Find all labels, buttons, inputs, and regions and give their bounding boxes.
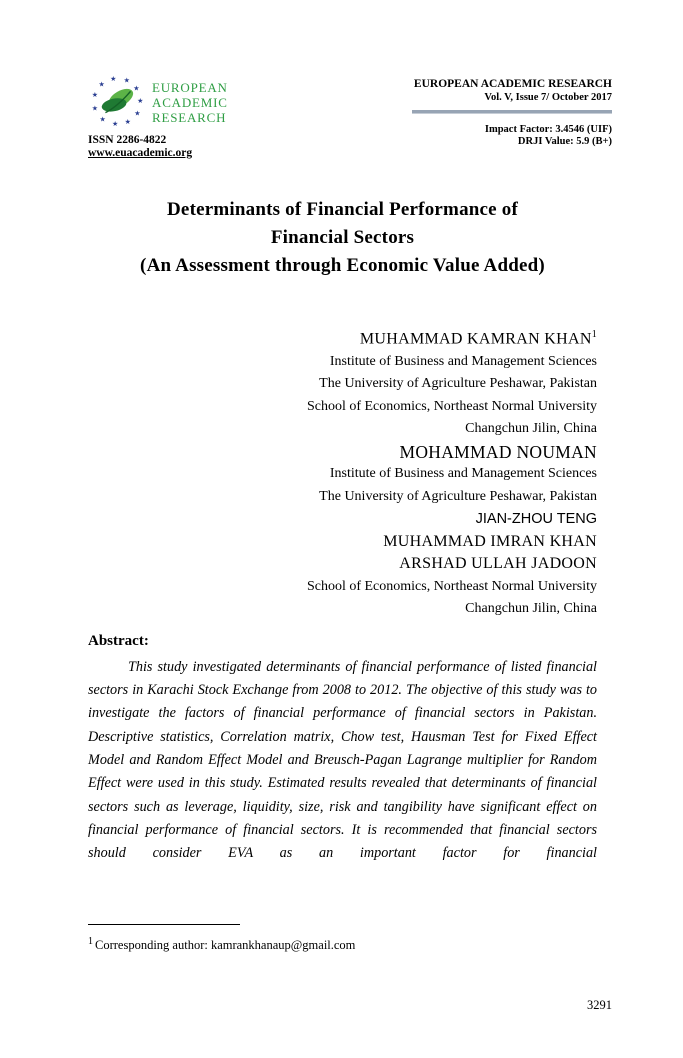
website-link[interactable]: www.euacademic.org [88,147,193,159]
journal-branding [88,74,318,159]
svg-text:★: ★ [133,85,140,93]
svg-text:★: ★ [110,75,117,83]
author-affiliation: School of Economics, Northeast Normal University [306,398,597,414]
author-name: JIAN-ZHOU TENG [475,511,597,528]
svg-text:★: ★ [91,105,98,113]
page-number: 3291 [587,998,612,1012]
author-footnote-marker: 1 [591,329,597,340]
svg-text:★: ★ [124,119,131,127]
leaf-stars-emblem-icon [88,74,146,130]
drji-value: DRJI Value: 5.9 (B+) [517,136,612,147]
svg-text:★: ★ [123,77,130,85]
header-divider [412,110,612,114]
footnote-text: Corresponding author: kamrankhanaup@gmail.com [95,938,356,953]
impact-factor: Impact Factor: 3.4546 (UIF) [484,124,612,135]
svg-text:★: ★ [134,110,141,118]
issue-info: Vol. V, Issue 7/ October 2017 [484,92,612,103]
paper-content [88,196,597,866]
svg-text:★: ★ [99,116,106,124]
title-line: Determinants of Financial Performance of [167,199,518,220]
author-affiliation: The University of Agriculture Peshawar, Pakistan [319,376,597,392]
author-affiliation: Institute of Business and Management Sciences [329,353,597,369]
svg-text:★: ★ [91,92,98,100]
paper-title [88,196,597,280]
logo-text-line: EUROPEAN [152,79,228,95]
author-affiliation: Changchun Jilin, China [465,601,597,617]
author-name [88,324,597,351]
title-line: Financial Sectors [270,227,415,248]
journal-info [412,74,612,147]
logo-text-line: RESEARCH [152,109,227,125]
author-name-text: MUHAMMAD KAMRAN KHAN [359,330,592,348]
author-affiliation: Institute of Business and Management Sciences [329,466,597,482]
footnote-divider [88,924,240,925]
author-name: MOHAMMAD NOUMAN [399,441,597,462]
footnote-marker: 1 [88,936,93,947]
author-name: ARSHAD ULLAH JADOON [399,555,597,573]
footnote [88,936,597,953]
logo-text-line: ACADEMIC [152,94,228,110]
journal-header [88,74,612,159]
abstract-text: This study investigated determinants of financial performance of listed financial sectors in Karachi Stock Exchange from 2008 to 2012. The objective of this study was to investigate the factors of financial performance of financial sectors in Pakistan. Descriptive statistics, Correlation matrix, Chow test, Hausman Test for Fixed Effect Model and Random Effect Model and Breusch-Pagan Lagrange multiplier for Random Effect were used in this study. Estimated results revealed that determinants of financial sectors such as leverage, liquidity, size, risk and tangibility have significant effect on financial performance of financial sectors. It is recommended that financial sectors should consider EVA as an important factor for financial [88,658,597,862]
issn-label: ISSN 2286-4822 [88,134,167,146]
journal-name: EUROPEAN ACADEMIC RESEARCH [413,78,612,90]
svg-text:★: ★ [137,97,144,105]
svg-text:★: ★ [98,81,105,89]
author-affiliation: School of Economics, Northeast Normal University [306,578,597,594]
journal-logo [88,74,318,130]
abstract-heading: Abstract: [88,632,149,649]
author-affiliation: The University of Agriculture Peshawar, Pakistan [319,488,597,504]
svg-text:★: ★ [112,121,119,129]
author-name: MUHAMMAD IMRAN KHAN [383,532,597,550]
journal-logo-text [152,80,228,125]
title-line: (An Assessment through Economic Value Added) [140,255,545,276]
authors-block [88,324,597,621]
author-affiliation: Changchun Jilin, China [465,421,597,437]
